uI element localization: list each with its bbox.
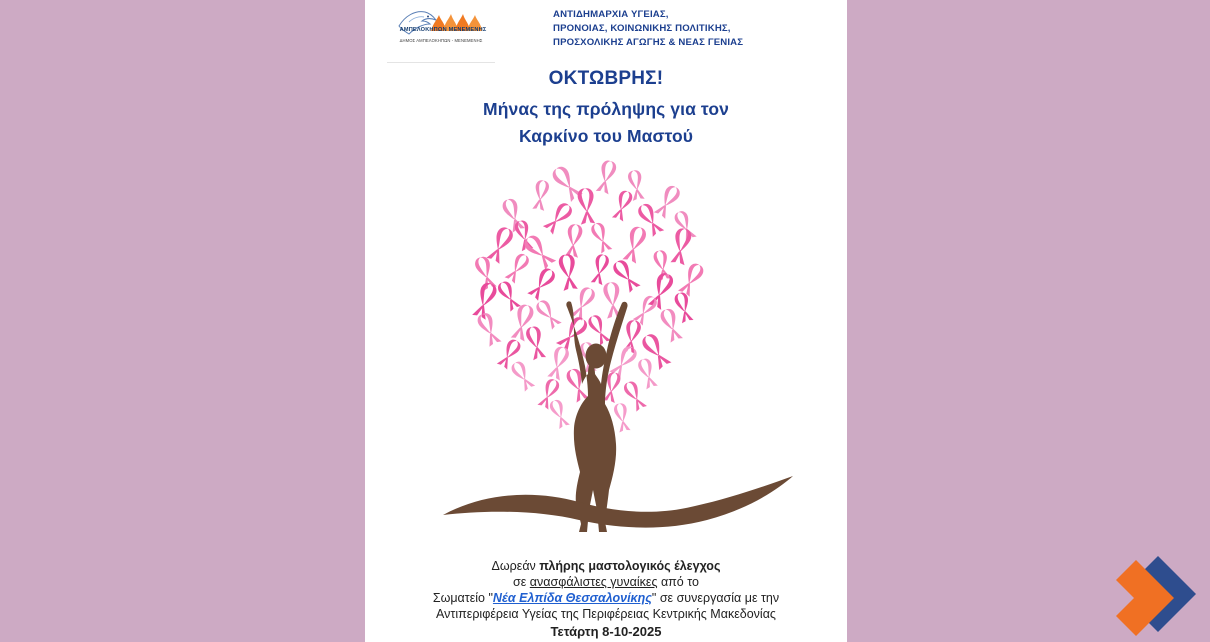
title-month: ΟΚΤΩΒΡΗΣ! <box>548 68 664 89</box>
footer-line-4: Αντιπεριφέρεια Υγείας της Περιφέρειας Κεντρικής Μακεδονίας <box>436 607 776 621</box>
footer-line-2-suffix: από το <box>657 575 699 589</box>
poster-document <box>365 0 847 642</box>
logo-arc-text: ΔΗΜΟΣ ΑΜΠΕΛΟΚΗΠΩΝ - ΜΕΝΕΜΕΝΗΣ <box>399 38 483 43</box>
orange-arrow-badge <box>1106 554 1198 636</box>
footer-line-1-prefix: Δωρεάν <box>491 559 540 573</box>
title-line-3: Καρκίνο του Μαστού <box>518 126 694 146</box>
association-link[interactable]: Νέα Ελπίδα Θεσσαλονίκης <box>492 591 652 605</box>
department-title <box>553 8 843 50</box>
ground-swirl <box>443 476 793 528</box>
footer-line-2-prefix: σε <box>513 575 530 589</box>
department-line-1: ΑΝΤΙΔΗΜΑΡΧΙΑ ΥΓΕΙΑΣ, <box>553 9 669 20</box>
footer-line-3-suffix: " σε συνεργασία με την <box>651 591 780 605</box>
footer-line-3 <box>365 590 847 606</box>
poster-title-block <box>365 66 847 150</box>
footer-line-3-prefix: Σωματείο " <box>432 591 493 605</box>
tree-svg <box>365 160 847 550</box>
poster-footer-text <box>365 558 847 640</box>
footer-line-2 <box>365 574 847 590</box>
title-line-2: Μήνας της πρόληψης για τον <box>483 99 729 119</box>
municipality-logo <box>387 0 495 63</box>
event-date: Τετάρτη 8-10-2025 <box>550 624 662 639</box>
department-line-3: ΠΡΟΣΧΟΛΙΚΗΣ ΑΓΩΓΗΣ & ΝΕΑΣ ΓΕΝΙΑΣ <box>553 37 744 48</box>
footer-line-1 <box>365 558 847 574</box>
footer-line-1-bold: πλήρης μαστολογικός έλεγχος <box>539 559 721 573</box>
poster-header <box>365 0 847 64</box>
department-line-2: ΠΡΟΝΟΙΑΣ, ΚΟΙΝΩΝΙΚΗΣ ΠΟΛΙΤΙΚΗΣ, <box>553 23 731 34</box>
footer-line-2-underline: ανασφάλιστες γυναίκες <box>529 575 658 589</box>
logo-org-name: ΑΜΠΕΛΟΚΗΠΩΝ ΜΕΝΕΜΕΝΗΣ <box>399 27 487 33</box>
pink-ribbon-tree-illustration <box>365 160 847 550</box>
